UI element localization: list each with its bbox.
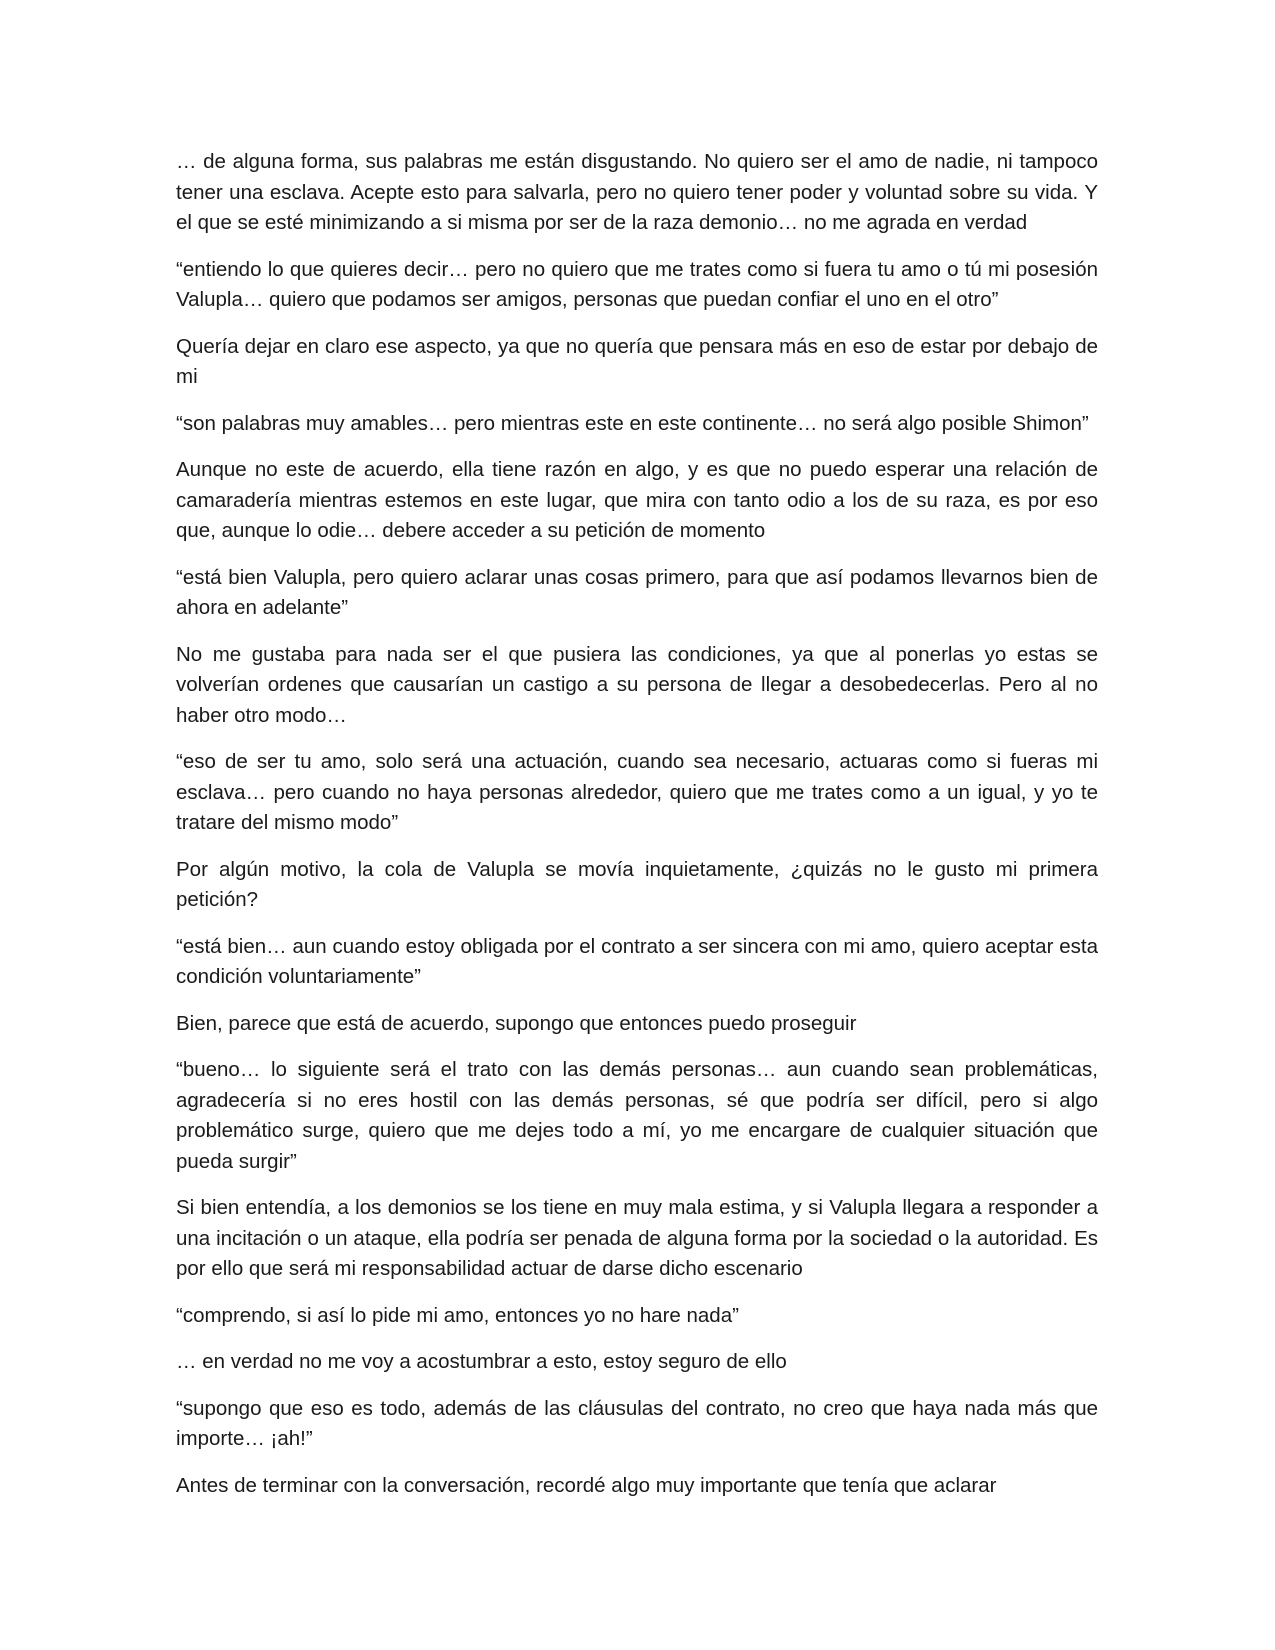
paragraph-11: Bien, parece que está de acuerdo, supongo que entonces puedo proseguir [176, 1011, 857, 1035]
paragraph-14: “comprendo, si así lo pide mi amo, entonces yo no hare nada” [176, 1303, 739, 1327]
paragraph-10: “está bien… aun cuando estoy obligada por el contrato a ser sincera con mi amo, quiero aceptar esta condición voluntariamente” [176, 934, 1098, 988]
paragraph-9: Por algún motivo, la cola de Valupla se movía inquietamente, ¿quizás no le gusto mi primera petición? [176, 857, 1098, 911]
paragraph-12: “bueno… lo siguiente será el trato con las demás personas… aun cuando sean problemáticas, agradecería si no eres hostil con las demás personas, sé que podría ser difícil, pero si algo problemático surge, quiero que me dejes todo a mí, yo me encargare de cualquier situación que pueda surgir” [176, 1058, 1098, 1173]
paragraph-8: “eso de ser tu amo, solo será una actuación, cuando sea necesario, actuaras como si fueras mi esclava… pero cuando no haya personas alrededor, quiero que me trates como a un igual, y yo te tratare del mismo modo” [176, 750, 1098, 834]
paragraph-5: Aunque no este de acuerdo, ella tiene razón en algo, y es que no puedo esperar una relación de camaradería mientras estemos en este lugar, que mira con tanto odio a los de su raza, es por eso que, aunque lo odie… debere acceder a su petición de momento [176, 458, 1098, 542]
paragraph-6: “está bien Valupla, pero quiero aclarar unas cosas primero, para que así podamos llevarnos bien de ahora en adelante” [176, 565, 1098, 619]
paragraph-13: Si bien entendía, a los demonios se los tiene en muy mala estima, y si Valupla llegara a responder a una incitación o un ataque, ella podría ser penada de alguna forma por la sociedad o la autoridad. Es por ello que será mi responsabilidad actuar de darse dicho escenario [176, 1196, 1098, 1280]
paragraph-7: No me gustaba para nada ser el que pusiera las condiciones, ya que al ponerlas yo estas se volverían ordenes que causarían un castigo a su persona de llegar a desobedecerlas. Pero al no haber otro modo… [176, 642, 1098, 727]
paragraph-16: “supongo que eso es todo, además de las cláusulas del contrato, no creo que haya nada más que importe… ¡ah!” [176, 1396, 1098, 1450]
paragraph-2: “entiendo lo que quieres decir… pero no quiero que me trates como si fuera tu amo o tú mi posesión Valupla… quiero que podamos ser amigos, personas que puedan confiar el uno en el otro” [176, 257, 1098, 311]
paragraph-3: Quería dejar en claro ese aspecto, ya que no quería que pensara más en eso de estar por debajo de mi [176, 334, 1098, 388]
paragraph-17: Antes de terminar con la conversación, recordé algo muy importante que tenía que aclarar [176, 1473, 997, 1497]
paragraph-4: “son palabras muy amables… pero mientras este en este continente… no será algo posible Shimon” [176, 411, 1089, 435]
paragraph-1: … de alguna forma, sus palabras me están disgustando. No quiero ser el amo de nadie, ni tampoco tener una esclava. Acepte esto para salvarla, pero no quiero tener poder y voluntad sobre su vida. Y el que se esté minimizando a si misma por ser de la raza demonio… no me agrada en verdad [176, 150, 1098, 234]
paragraph-15: … en verdad no me voy a acostumbrar a esto, estoy seguro de ello [176, 1350, 787, 1373]
document-body [176, 147, 1098, 1517]
